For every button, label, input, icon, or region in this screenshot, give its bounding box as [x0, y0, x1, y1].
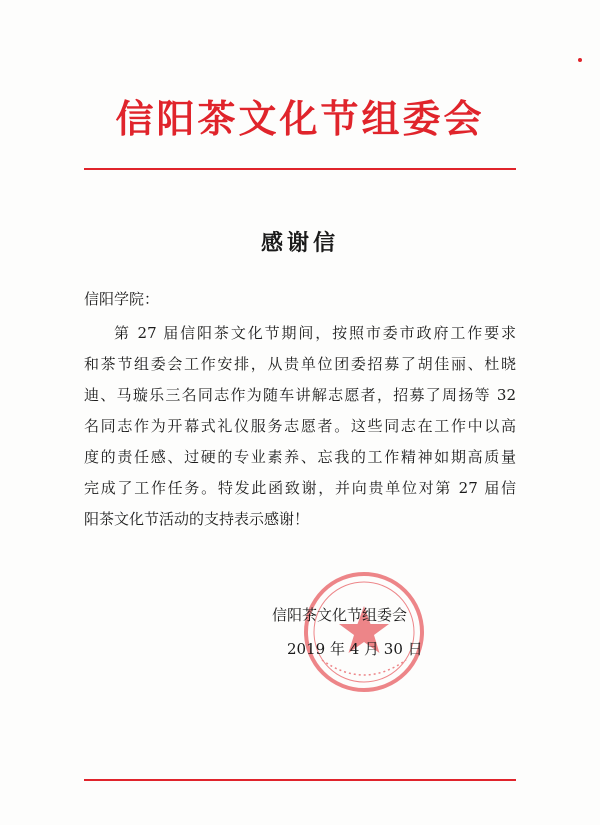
body-line: 度的责任感、过硬的专业素养、忘我的工作精神如期高质量: [84, 448, 516, 466]
letterhead-title: 信阳茶文化节组委会: [115, 97, 485, 141]
document-title: 感谢信: [260, 231, 339, 256]
body-line: 迪、马璇乐三名同志作为随车讲解志愿者，招募了周扬等 32: [84, 386, 516, 404]
body-line: 第 27 届信阳茶文化节期间，按照市委市政府工作要求: [114, 324, 516, 342]
letterhead-red-rule: [84, 168, 516, 170]
body-line: 名同志作为开幕式礼仪服务志愿者。这些同志在工作中以高: [84, 417, 516, 435]
letter-body: [84, 318, 516, 535]
body-line: 阳茶文化节活动的支持表示感谢！: [84, 510, 310, 528]
body-line: 和茶节组委会工作安排，从贵单位团委招募了胡佳丽、杜晓: [84, 355, 516, 373]
official-seal-icon: [300, 568, 428, 696]
signature-date: 2019 年 4 月 30 日: [287, 640, 423, 658]
footer-red-rule: [84, 779, 516, 781]
signature-organization: 信阳茶文化节组委会: [272, 606, 408, 624]
body-line: 完成了工作任务。特发此函致谢，并向贵单位对第 27 届信: [84, 479, 516, 497]
salutation: 信阳学院：: [84, 290, 160, 308]
corner-mark: [578, 58, 582, 62]
